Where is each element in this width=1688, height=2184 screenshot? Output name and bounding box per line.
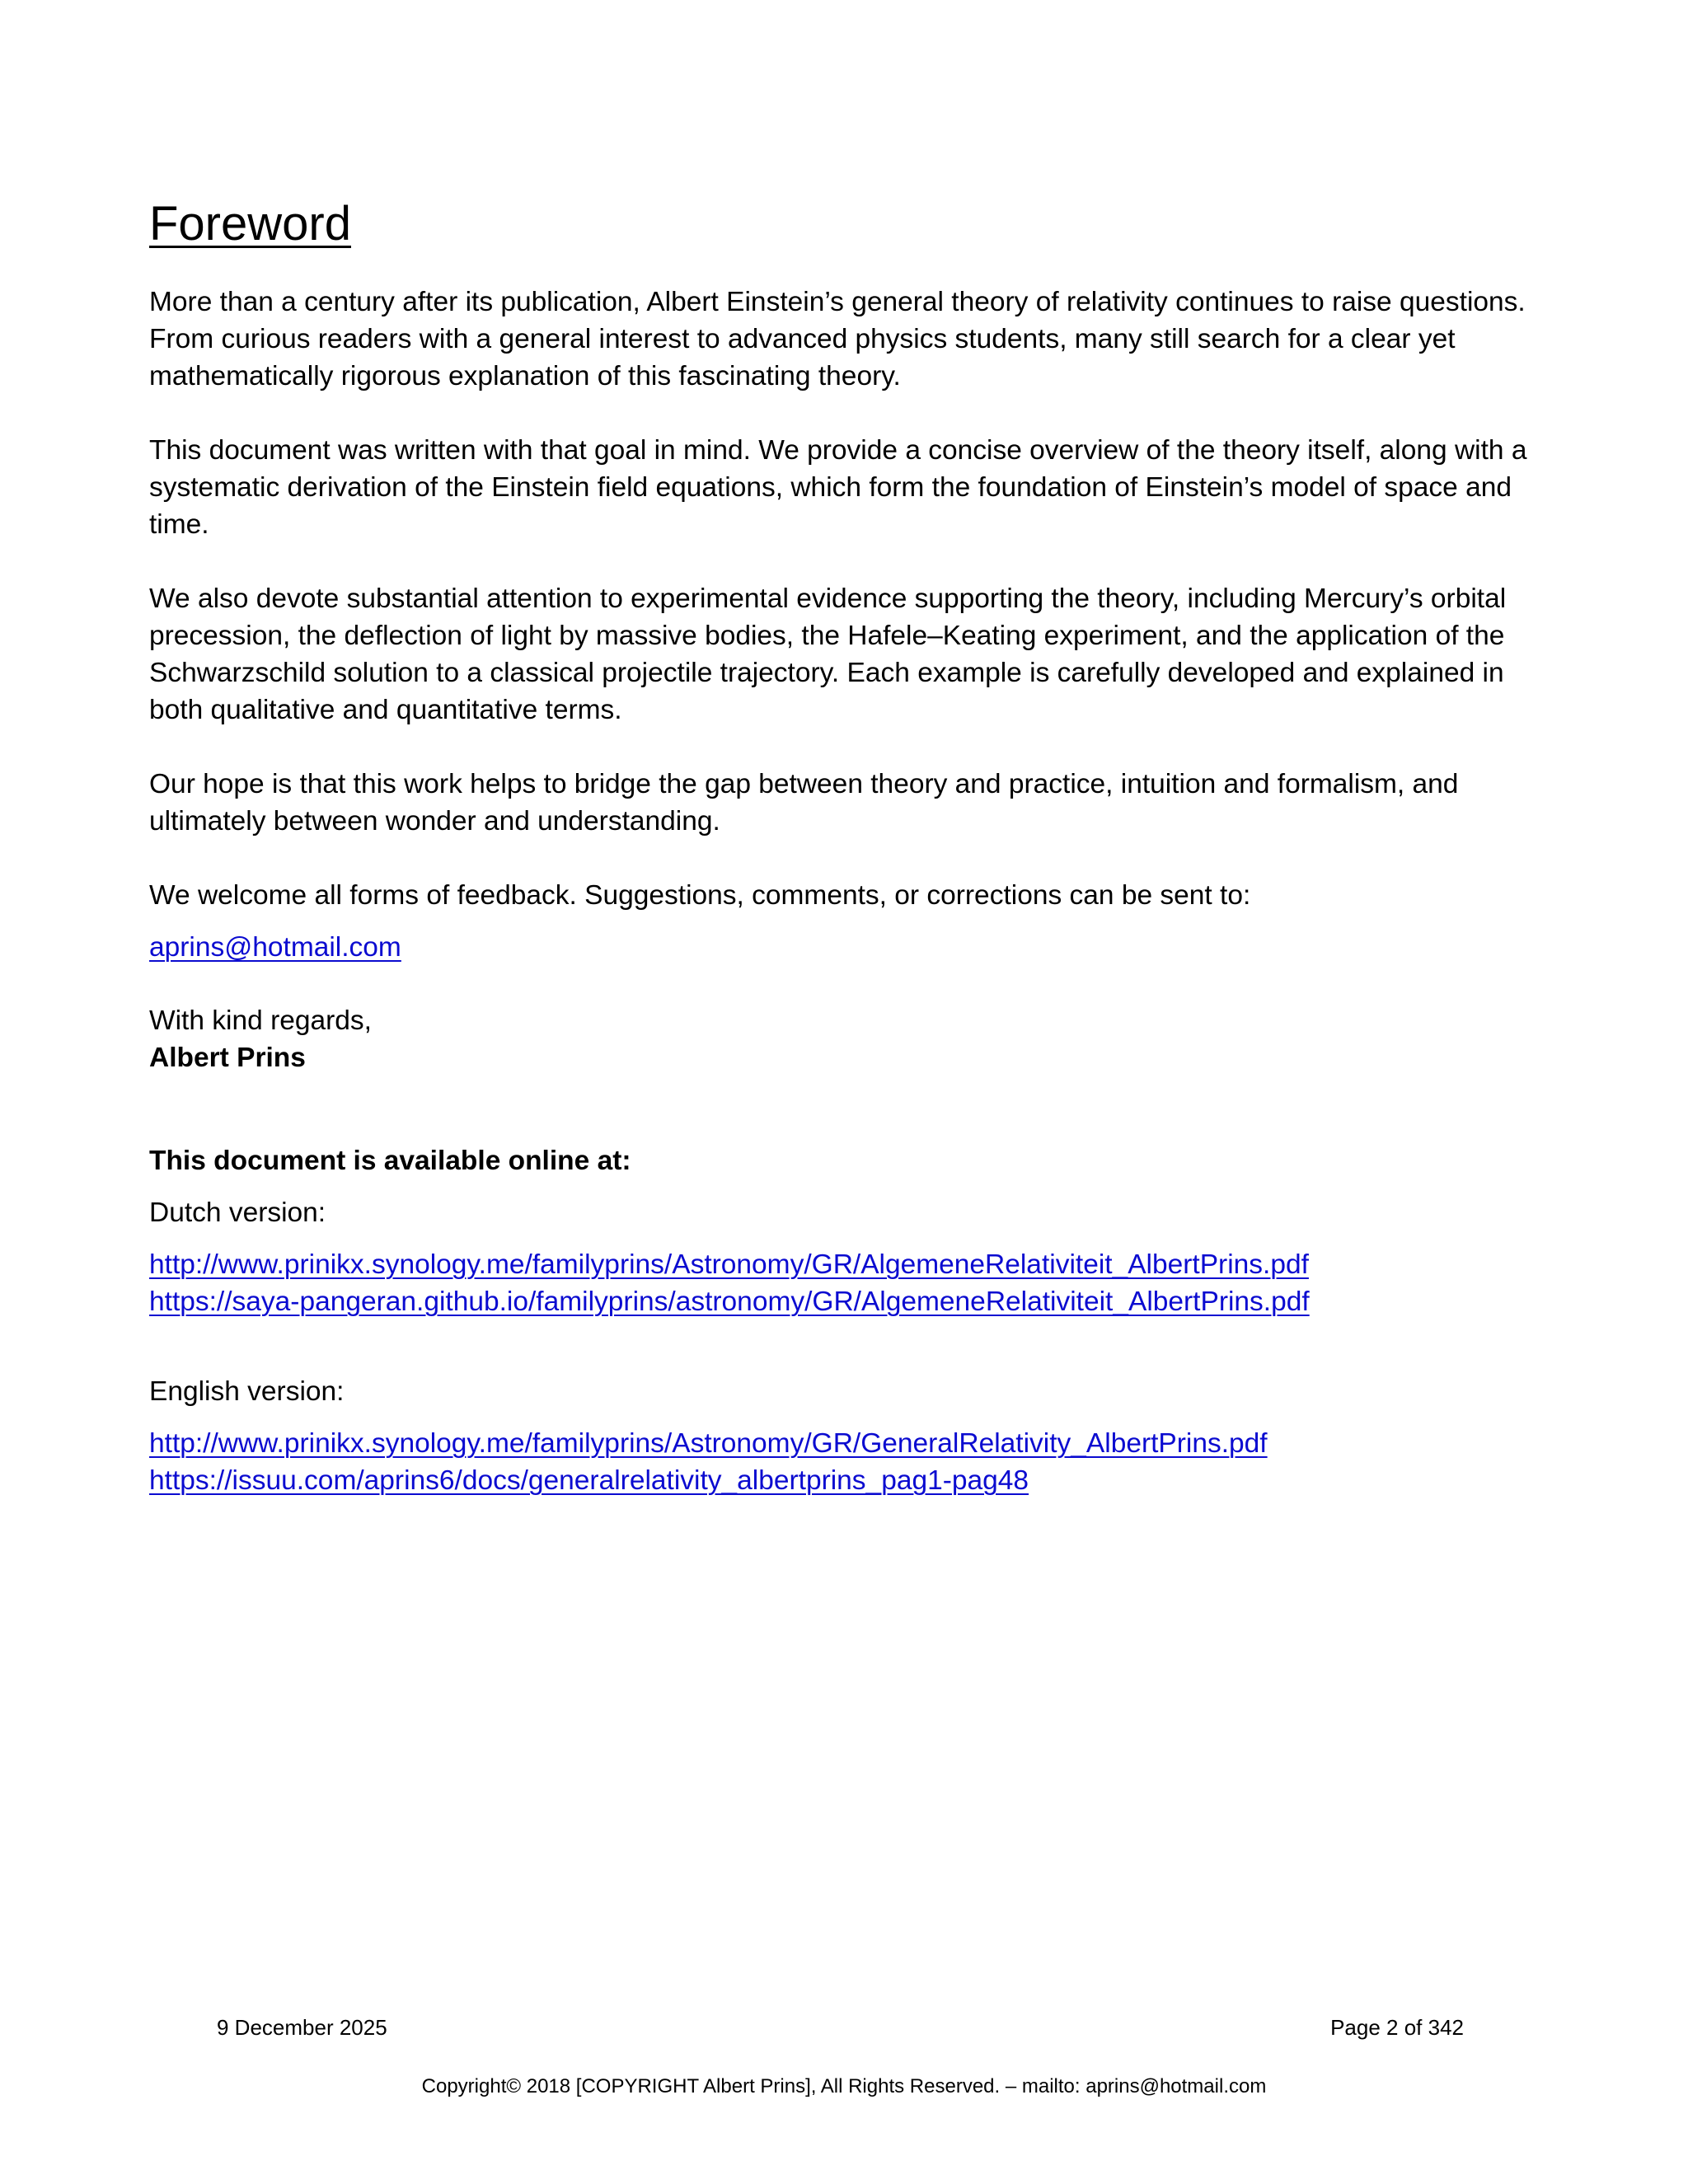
online-heading: This document is available online at: [149, 1146, 631, 1176]
paragraph-intro: More than a century after its publication, Albert Einstein’s general theory of relativity continues to raise questions. From curious readers with a general interest to advanced physics students, many still search for a clear yet mathematically rigorous explanation of this fascinating theory. [149, 287, 1526, 391]
dutch-version-label: Dutch version: [149, 1197, 326, 1228]
footer-copyright: Copyright© 2018 [COPYRIGHT Albert Prins], All Rights Reserved. – mailto: aprins@hotmail.com [421, 2075, 1267, 2097]
english-link-synology[interactable]: http://www.prinikx.synology.me/familyprins/Astronomy/GR/GeneralRelativity_AlbertPrins.pdf [149, 1428, 1268, 1459]
english-version-label: English version: [149, 1376, 345, 1407]
author-name: Albert Prins [149, 1043, 306, 1073]
paragraph-evidence: We also devote substantial attention to experimental evidence supporting the theory, including Mercury’s orbital precession, the deflection of light by massive bodies, the Hafele–Keating experiment, and the application of the Schwarzschild solution to a classical projectile trajectory. Each example is carefully developed and explained in both qualitative and quantitative terms. [149, 583, 1507, 725]
email-link[interactable]: aprins@hotmail.com [149, 932, 401, 963]
closing-text: With kind regards, [149, 1005, 372, 1036]
dutch-links [149, 1246, 1550, 1320]
footer-page-number: Page 2 of 342 [1330, 2015, 1464, 2040]
paragraph-hope: Our hope is that this work helps to bridge the gap between theory and practice, intuition and formalism, and ultimately between wonder and understanding. [149, 769, 1459, 837]
page-content [149, 196, 1550, 1499]
email-line [149, 929, 1550, 966]
footer-date: 9 December 2025 [217, 2015, 387, 2040]
english-links [149, 1425, 1550, 1499]
paragraph-goal: This document was written with that goal in mind. We provide a concise overview of the theory itself, along with a systematic derivation of the Einstein field equations, which form the foundation of Einstein’s model of space and time. [149, 435, 1527, 540]
dutch-link-synology[interactable]: http://www.prinikx.synology.me/familyprins/Astronomy/GR/AlgemeneRelativiteit_AlbertPrins.pdf [149, 1249, 1309, 1280]
page-title: Foreword [149, 197, 351, 251]
feedback-text: We welcome all forms of feedback. Suggestions, comments, or corrections can be sent to: [149, 880, 1251, 911]
english-link-issuu[interactable]: https://issuu.com/aprins6/docs/generalrelativity_albertprins_pag1-pag48 [149, 1465, 1029, 1496]
dutch-link-github[interactable]: https://saya-pangeran.github.io/familyprins/astronomy/GR/AlgemeneRelativiteit_AlbertPrins.pdf [149, 1286, 1310, 1317]
